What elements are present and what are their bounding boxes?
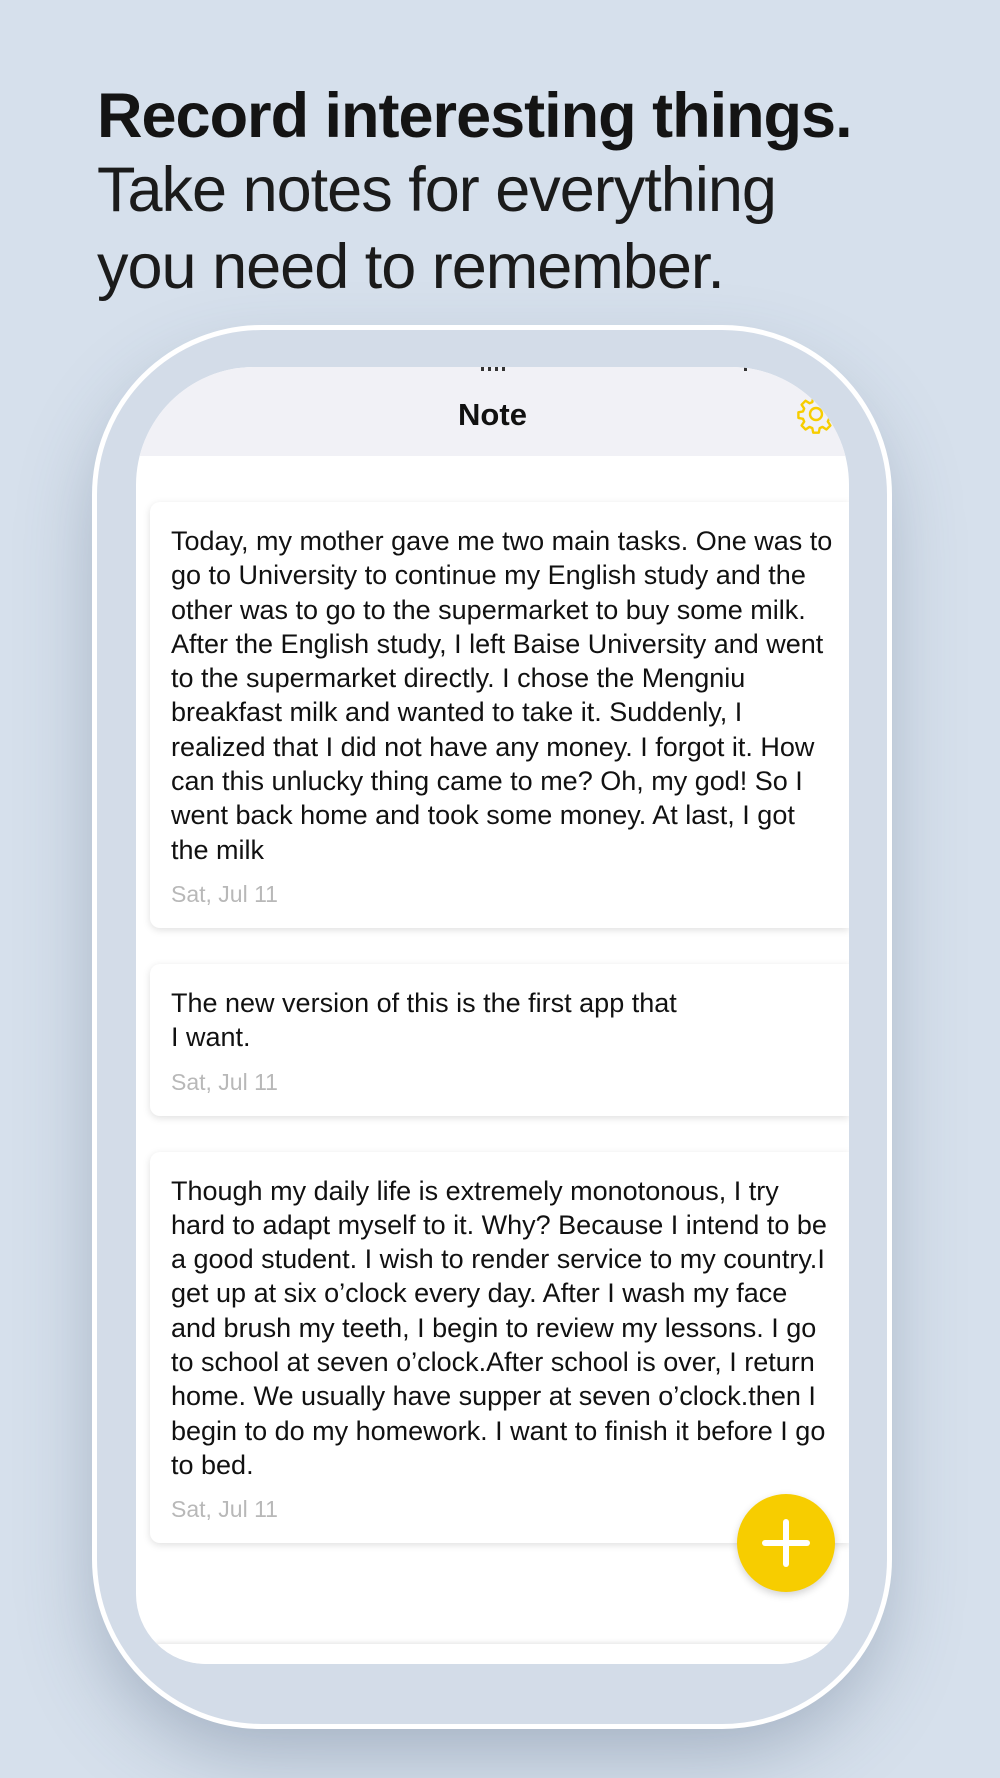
note-card[interactable] bbox=[150, 502, 849, 928]
note-text: The new version of this is the first app that I want. bbox=[171, 987, 677, 1053]
nav-title: Note bbox=[458, 397, 527, 432]
settings-button[interactable] bbox=[796, 394, 836, 434]
status-bar-fragment bbox=[481, 367, 484, 371]
status-bar-fragment bbox=[488, 367, 491, 371]
add-note-button[interactable] bbox=[737, 1494, 835, 1592]
hero-headline: Record interesting things. bbox=[97, 81, 852, 151]
note-date: Sat, Jul 11 bbox=[171, 1496, 278, 1523]
note-date: Sat, Jul 11 bbox=[171, 1068, 278, 1095]
navigation-bar bbox=[136, 367, 849, 456]
status-bar bbox=[136, 367, 849, 371]
note-list bbox=[150, 502, 849, 1579]
note-text: Though my daily life is extremely monotonous, I try hard to adapt myself to it. Why? Because I intend to be a good student. I wish to render service to my country.I get up at six o’clock every day. After I wash my face and brush my teeth, I begin to review my lessons. I go to school at seven o’clock.After school is over, I return home. We usually have supper at seven o’clock.then I begin to do my homework. I want to finish it before I go to bed. bbox=[171, 1175, 827, 1480]
gear-icon bbox=[796, 394, 836, 434]
phone-screen bbox=[136, 367, 849, 1664]
note-card[interactable] bbox=[150, 964, 849, 1116]
status-bar-fragment bbox=[495, 367, 498, 371]
status-bar-fragment bbox=[502, 367, 505, 371]
note-card-partial[interactable] bbox=[150, 1644, 849, 1664]
note-text: Today, my mother gave me two main tasks. One was to go to University to continue my English study and the other was to go to the supermarket to buy some milk. After the English study, I left Baise University and went to the supermarket directly. I chose the Mengniu breakfast milk and wanted to take it. Suddenly, I realized that I did not have any money. I forgot it. How can this unlucky thing came to me? Oh, my god! So I went back home and took some money. At last, I got the milk bbox=[171, 526, 833, 865]
note-date: Sat, Jul 11 bbox=[171, 880, 278, 907]
hero-subline: Take notes for everything you need to remember. bbox=[97, 155, 776, 302]
status-bar-fragment bbox=[744, 367, 747, 371]
note-card[interactable] bbox=[150, 1152, 849, 1544]
